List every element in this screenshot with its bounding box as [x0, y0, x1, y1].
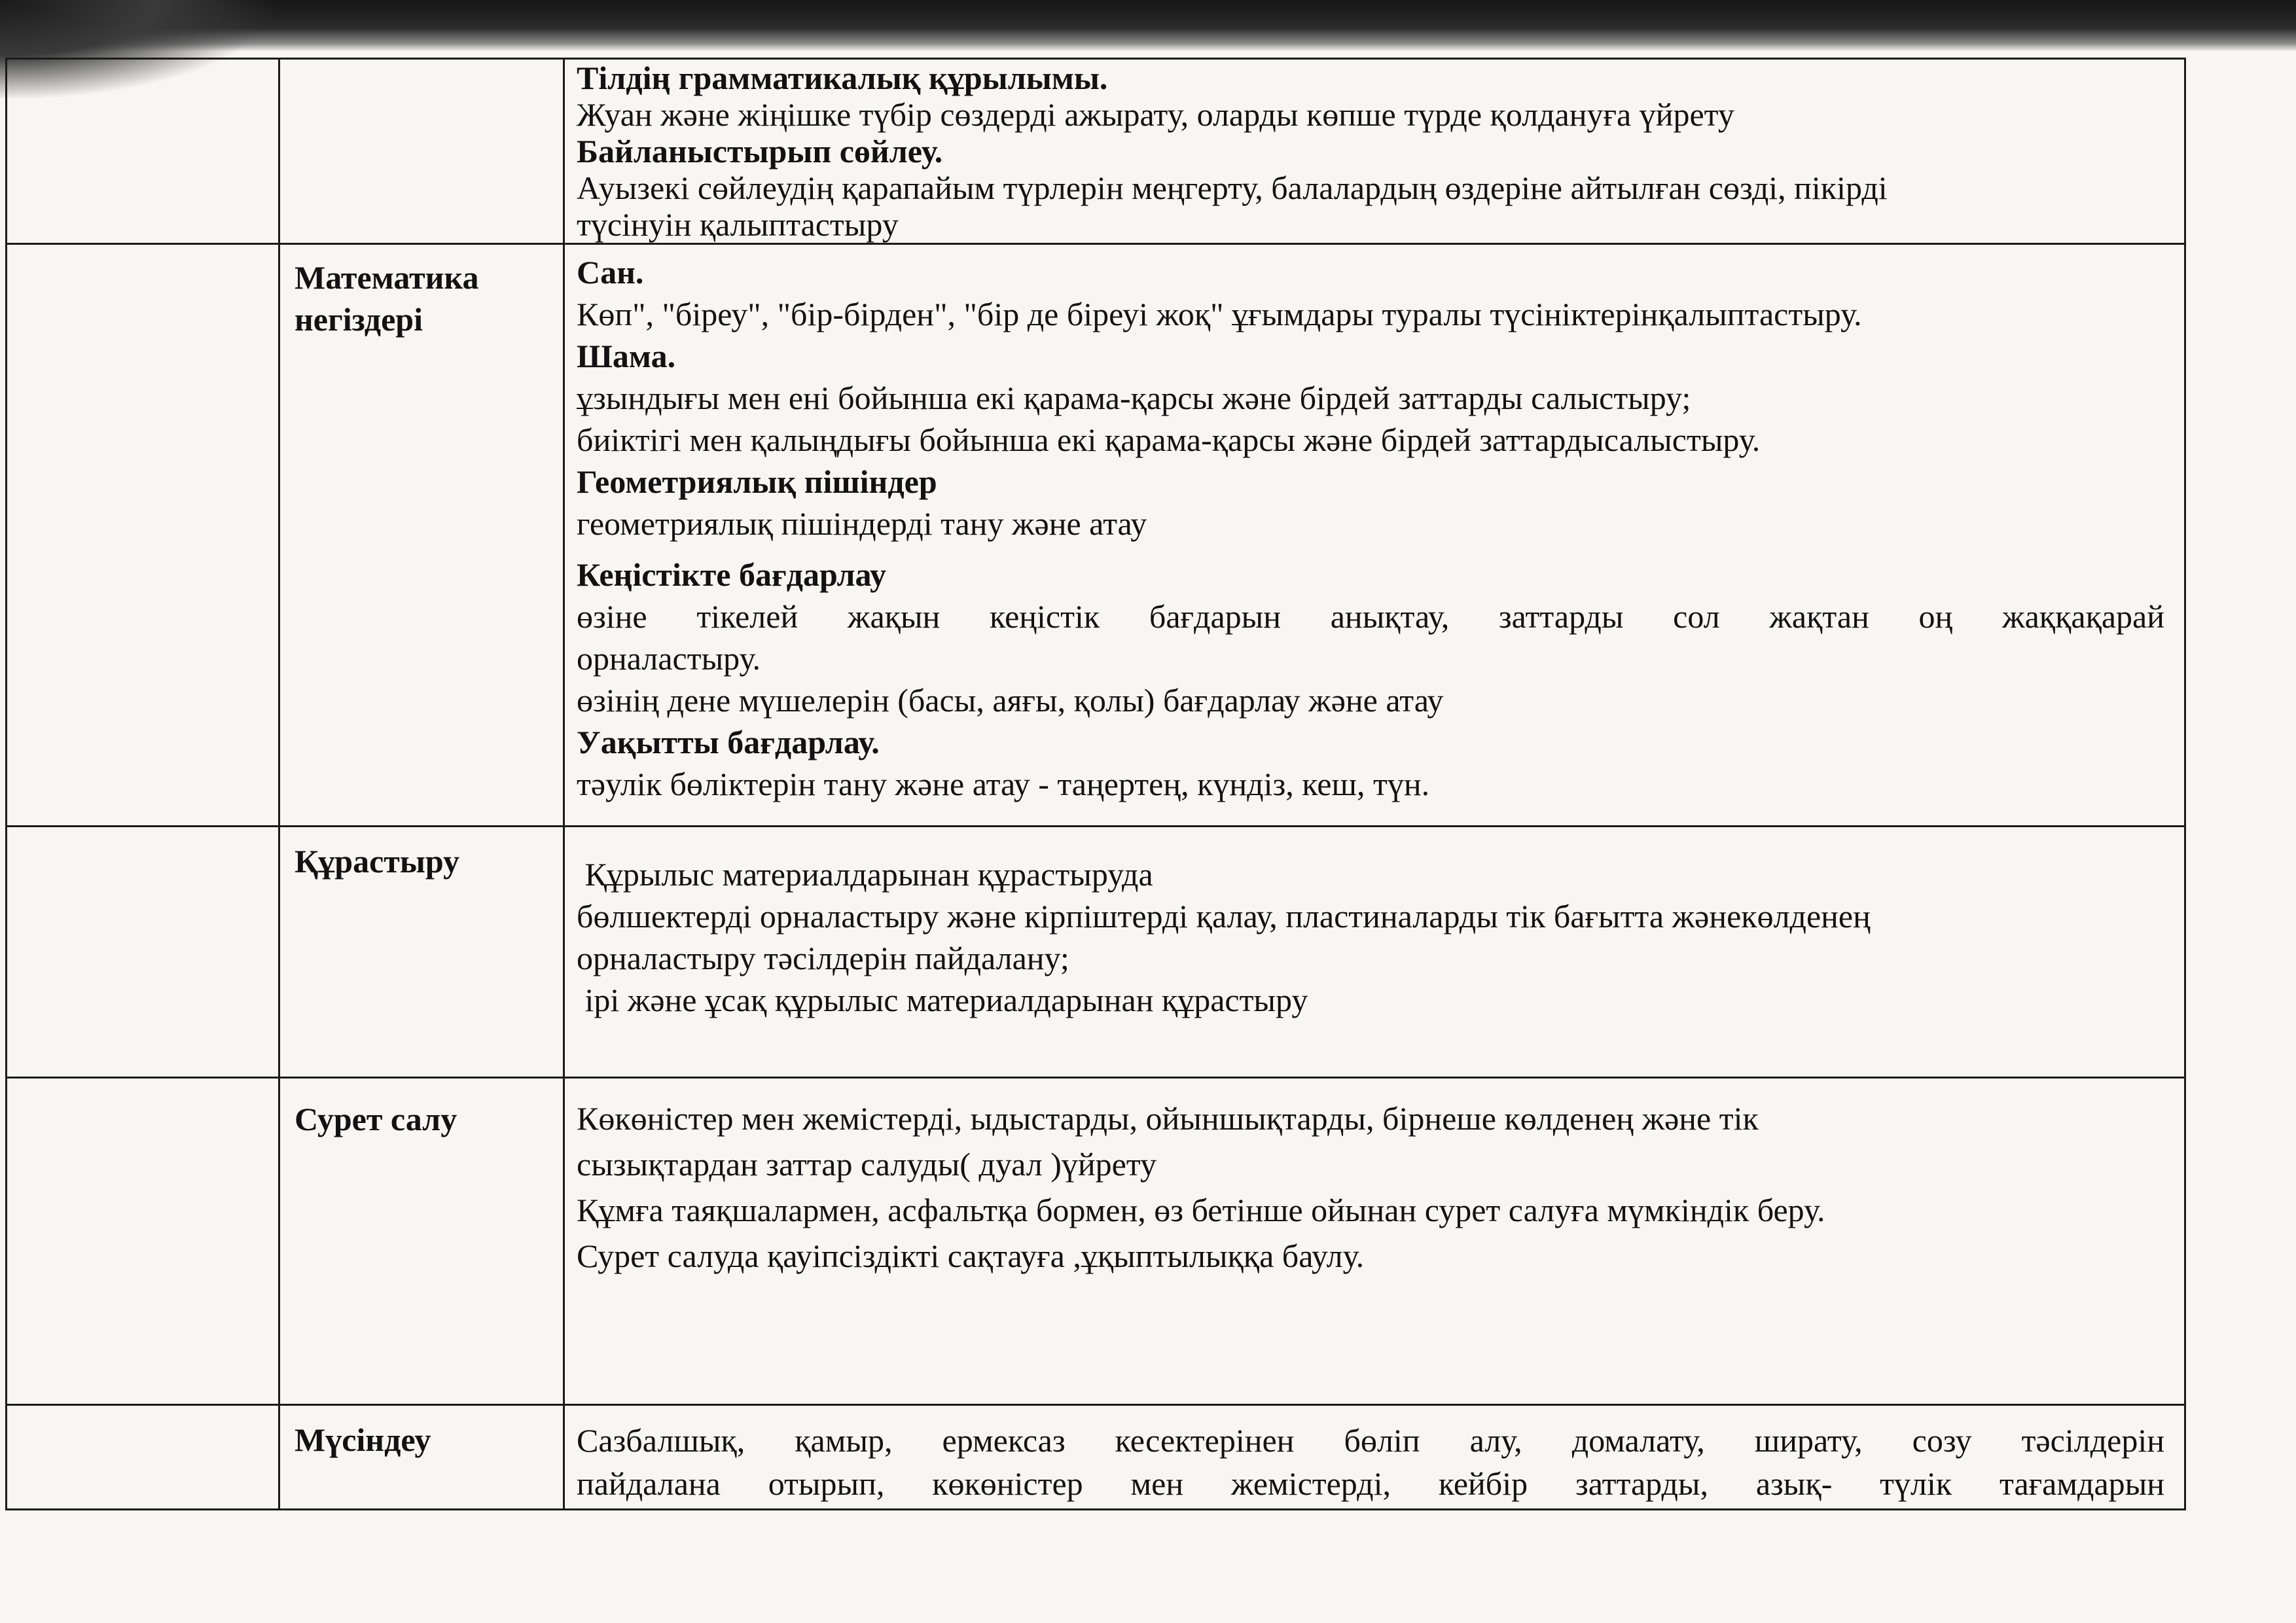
curriculum-table [5, 58, 2186, 1510]
table-row [7, 1078, 2185, 1405]
content-line: геометриялық пішіндерді тану және атау [577, 505, 1147, 542]
content-line: Жуан және жіңішке түбір сөздерді ажырату, оларды көпше түрде қолдануға үйрету [577, 96, 1734, 133]
content-line: биіктігі мен қалыңдығы бойынша екі қарама-қарсы және бірдей заттардысалыстыру. [577, 421, 1761, 458]
content-line: Құмға таяқшалармен, асфальтқа бормен, өз бетінше ойынан сурет салуға мүмкіндік беру. [577, 1192, 1825, 1228]
table-row [7, 59, 2185, 244]
content-line: ірі және ұсақ құрылыс материалдарынан құрастыру [577, 982, 1308, 1018]
section-heading: Геометриялық пішіндер [577, 463, 937, 500]
section-heading: Шама. [577, 338, 676, 374]
content-line: өзінің дене мүшелерін (басы, аяғы, қолы) бағдарлау және атау [577, 682, 1444, 719]
table-row [7, 827, 2185, 1078]
empty-cell [7, 1405, 279, 1510]
content-line: Көп", "біреу", "бір-бірден", "бір де біреуі жоқ" ұғымдары туралы түсініктерінқалыптастыру. [577, 296, 1862, 332]
content-line: ұзындығы мен ені бойынша екі қарама-қарсы және бірдей заттарды салыстыру; [577, 380, 1691, 416]
content-line: орналастыру. [577, 640, 761, 677]
content-line: Сурет салуда қауіпсіздікті сақтауға ,ұқыптылыққа баулу. [577, 1238, 1365, 1274]
subject-title: Математика негіздері [295, 259, 479, 338]
content-line: Көкөністер мен жемістерді, ыдыстарды, ойыншықтарды, бірнеше көлденең және тік [577, 1100, 1759, 1137]
subject-cell: Құрастыру [279, 827, 564, 1078]
empty-cell [7, 244, 279, 827]
content-line: Сазбалшық, қамыр, ермексаз кесектерінен бөліп алу, домалату, ширату, созу тәсілдерін [577, 1422, 2164, 1459]
empty-cell [7, 1078, 279, 1405]
subject-cell [279, 59, 564, 244]
empty-cell [7, 59, 279, 244]
section-heading: Сан. [577, 254, 644, 291]
scan-dark-edge [0, 0, 2296, 51]
content-line: бөлшектерді орналастыру және кірпіштерді қалау, пластиналарды тік бағытта жәнекөлденең [577, 898, 1871, 935]
empty-cell [7, 827, 279, 1078]
content-line: Ауызекі сөйлеудің қарапайым түрлерін меңгерту, балалардың өздеріне айтылған сөзді, пікірді [577, 169, 1888, 206]
content-cell [564, 827, 2185, 1078]
content-line: сызықтардан заттар салуды( дуал )үйрету [577, 1146, 1157, 1183]
table-row [7, 1405, 2185, 1510]
content-cell [564, 1405, 2185, 1510]
content-line: пайдалана отырып, көкөністер мен жемістерді, кейбір заттарды, азық- түлік тағамдарын [577, 1465, 2164, 1502]
content-line: тәулік бөліктерін тану және атау - таңертең, күндіз, кеш, түн. [577, 766, 1430, 802]
section-heading: Тілдің грамматикалық құрылымы. [577, 60, 1108, 96]
table-row [7, 244, 2185, 827]
subject-cell [279, 244, 564, 827]
content-line: өзіне тікелей жақын кеңістік бағдарын анықтау, заттарды сол жақтан оң жаққақарай [577, 598, 2164, 635]
content-line: орналастыру тәсілдерін пайдалану; [577, 940, 1069, 976]
content-line: түсінуін қалыптастыру [577, 206, 899, 243]
section-heading: Кеңістікте бағдарлау [577, 556, 887, 593]
content-line: Құрылыс материалдарынан құрастыруда [577, 856, 1153, 893]
content-cell [564, 1078, 2185, 1405]
section-heading: Байланыстырып сөйлеу. [577, 133, 943, 169]
content-cell [564, 244, 2185, 827]
subject-cell: Сурет салу [279, 1078, 564, 1405]
subject-cell: Мүсіндеу [279, 1405, 564, 1510]
content-cell [564, 59, 2185, 244]
section-heading: Уақытты бағдарлау. [577, 724, 880, 760]
